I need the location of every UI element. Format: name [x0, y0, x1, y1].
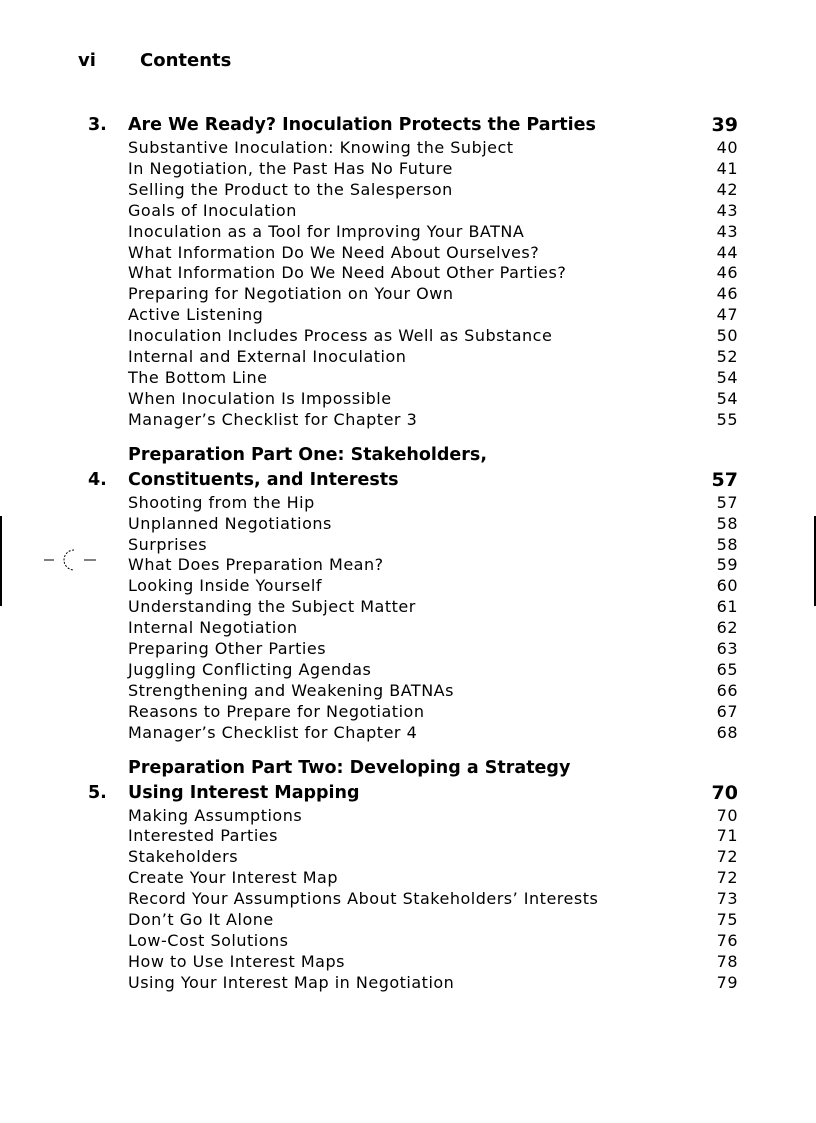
entry-title: Manager’s Checklist for Chapter 4 [128, 722, 418, 742]
entry-title: Selling the Product to the Salesperson [128, 179, 453, 199]
entry-page-number: 58 [716, 534, 738, 554]
entry-page-number: 46 [716, 284, 738, 304]
toc-entry [128, 159, 738, 180]
entry-page-number: 54 [716, 388, 738, 408]
entry-title: Create Your Interest Map [128, 868, 338, 888]
entry-title: Inoculation Includes Process as Well as Substance [128, 326, 553, 346]
toc-entry [128, 368, 738, 389]
chapter-title [128, 443, 678, 493]
entry-title: What Information Do We Need About Other Parties? [128, 263, 567, 283]
entry-title: Preparing Other Parties [128, 639, 327, 659]
toc-entry [128, 514, 738, 535]
entry-page-number: 63 [716, 639, 738, 659]
entry-title: What Does Preparation Mean? [128, 555, 384, 575]
entry-page-number: 72 [716, 868, 738, 888]
chapter-page-number: 70 [711, 781, 738, 804]
chapter-number: 3. [88, 115, 107, 135]
toc-entry [128, 410, 738, 431]
toc-entry [128, 493, 738, 514]
entry-title: Interested Parties [128, 826, 278, 846]
entry-title: Substantive Inoculation: Knowing the Subject [128, 138, 514, 157]
section-list [88, 493, 738, 744]
entry-page-number: 71 [716, 826, 738, 846]
entry-title: When Inoculation Is Impossible [128, 388, 392, 408]
entry-title: Looking Inside Yourself [128, 576, 322, 596]
chapter-page-number: 39 [711, 114, 738, 136]
entry-title: Low-Cost Solutions [128, 931, 289, 950]
entry-title: What Information Do We Need About Ourselves? [128, 242, 540, 262]
toc-entry [128, 931, 738, 952]
toc-entry [128, 806, 738, 827]
entry-title: Making Assumptions [128, 805, 303, 825]
table-of-contents [88, 113, 738, 1006]
toc-entry [128, 952, 738, 973]
entry-title: Shooting from the Hip [128, 492, 315, 512]
toc-entry [128, 889, 738, 910]
toc-entry [128, 389, 738, 410]
running-head [78, 50, 231, 71]
entry-page-number: 57 [716, 492, 738, 512]
entry-title: Strengthening and Weakening BATNAs [128, 680, 454, 700]
toc-entry [128, 826, 738, 847]
toc-entry [128, 222, 738, 243]
toc-entry [128, 973, 738, 994]
entry-page-number: 61 [716, 597, 738, 617]
entry-page-number: 67 [716, 701, 738, 721]
toc-entry [128, 910, 738, 931]
toc-entry [128, 868, 738, 889]
toc-entry [128, 639, 738, 660]
section-list [88, 138, 738, 431]
entry-page-number: 47 [716, 305, 738, 325]
toc-entry [128, 138, 738, 159]
toc-entry [128, 618, 738, 639]
toc-entry [128, 723, 738, 744]
toc-entry [128, 660, 738, 681]
entry-title: In Negotiation, the Past Has No Future [128, 158, 453, 178]
entry-page-number: 42 [716, 179, 738, 199]
entry-title: Preparing for Negotiation on Your Own [128, 284, 454, 304]
entry-page-number: 52 [716, 347, 738, 367]
entry-page-number: 46 [716, 263, 738, 283]
entry-page-number: 70 [716, 805, 738, 825]
toc-entry [128, 847, 738, 868]
entry-title: Stakeholders [128, 847, 239, 867]
entry-title: Reasons to Prepare for Negotiation [128, 701, 425, 721]
entry-page-number: 65 [716, 659, 738, 679]
entry-page-number: 58 [716, 513, 738, 533]
entry-page-number: 44 [716, 242, 738, 262]
toc-entry [128, 326, 738, 347]
chapter-title-line: Are We Ready? Inoculation Protects the Parties [128, 115, 596, 135]
entry-title: Inoculation as a Tool for Improving Your BATNA [128, 221, 525, 241]
entry-page-number: 55 [716, 409, 738, 429]
entry-page-number: 54 [716, 367, 738, 387]
entry-title: The Bottom Line [128, 367, 268, 387]
entry-title: Understanding the Subject Matter [128, 597, 416, 617]
entry-page-number: 60 [716, 576, 738, 596]
entry-page-number: 76 [716, 931, 738, 950]
chapter-page-number: 57 [711, 468, 738, 491]
entry-title: Active Listening [128, 305, 264, 325]
toc-entry [128, 702, 738, 723]
chapter-title-line: Preparation Part Two: Developing a Strategy [128, 757, 571, 778]
entry-title: Using Your Interest Map in Negotiation [128, 972, 455, 992]
toc-entry [128, 305, 738, 326]
toc-entry [128, 681, 738, 702]
chapter-title [128, 756, 678, 806]
entry-title: Surprises [128, 534, 208, 554]
entry-page-number: 43 [716, 200, 738, 220]
entry-title: Internal Negotiation [128, 618, 298, 638]
entry-page-number: 78 [716, 951, 738, 971]
entry-page-number: 41 [716, 158, 738, 178]
chapter-title-line: Preparation Part One: Stakeholders, [128, 444, 487, 465]
chapter-5 [88, 756, 738, 994]
entry-page-number: 75 [716, 910, 738, 930]
toc-entry [128, 201, 738, 222]
entry-title: Don’t Go It Alone [128, 910, 274, 930]
chapter-heading [88, 443, 738, 493]
toc-entry [128, 180, 738, 201]
toc-entry [128, 555, 738, 576]
chapter-title [128, 113, 678, 138]
toc-entry [128, 576, 738, 597]
toc-entry [128, 347, 738, 368]
entry-title: Record Your Assumptions About Stakeholders’ Interests [128, 889, 599, 909]
chapter-number: 4. [88, 469, 107, 490]
entry-page-number: 43 [716, 221, 738, 241]
toc-entry [128, 284, 738, 305]
entry-page-number: 62 [716, 618, 738, 638]
chapter-4 [88, 443, 738, 744]
chapter-heading [88, 756, 738, 806]
section-list [88, 806, 738, 994]
entry-title: Goals of Inoculation [128, 200, 297, 220]
toc-entry [128, 535, 738, 556]
entry-page-number: 66 [716, 680, 738, 700]
registration-mark-icon [44, 548, 98, 572]
entry-page-number: 68 [716, 722, 738, 742]
chapter-number: 5. [88, 782, 107, 803]
entry-title: Unplanned Negotiations [128, 513, 332, 533]
toc-entry [128, 597, 738, 618]
chapter-heading [88, 113, 738, 138]
entry-page-number: 73 [716, 889, 738, 909]
toc-entry [128, 243, 738, 264]
entry-page-number: 40 [716, 138, 738, 157]
entry-title: Juggling Conflicting Agendas [128, 659, 372, 679]
chapter-title-line: Using Interest Mapping [128, 782, 360, 803]
page-title: Contents [140, 50, 232, 71]
entry-page-number: 79 [716, 972, 738, 992]
entry-title: How to Use Interest Maps [128, 951, 345, 971]
chapter-title-line: Constituents, and Interests [128, 469, 399, 490]
entry-page-number: 50 [716, 326, 738, 346]
entry-title: Internal and External Inoculation [128, 347, 407, 367]
entry-title: Manager’s Checklist for Chapter 3 [128, 409, 418, 429]
crop-mark-left [0, 516, 2, 606]
chapter-3 [88, 113, 738, 431]
entry-page-number: 72 [716, 847, 738, 867]
entry-page-number: 59 [716, 555, 738, 575]
page-number: vi [78, 50, 96, 71]
toc-entry [128, 263, 738, 284]
